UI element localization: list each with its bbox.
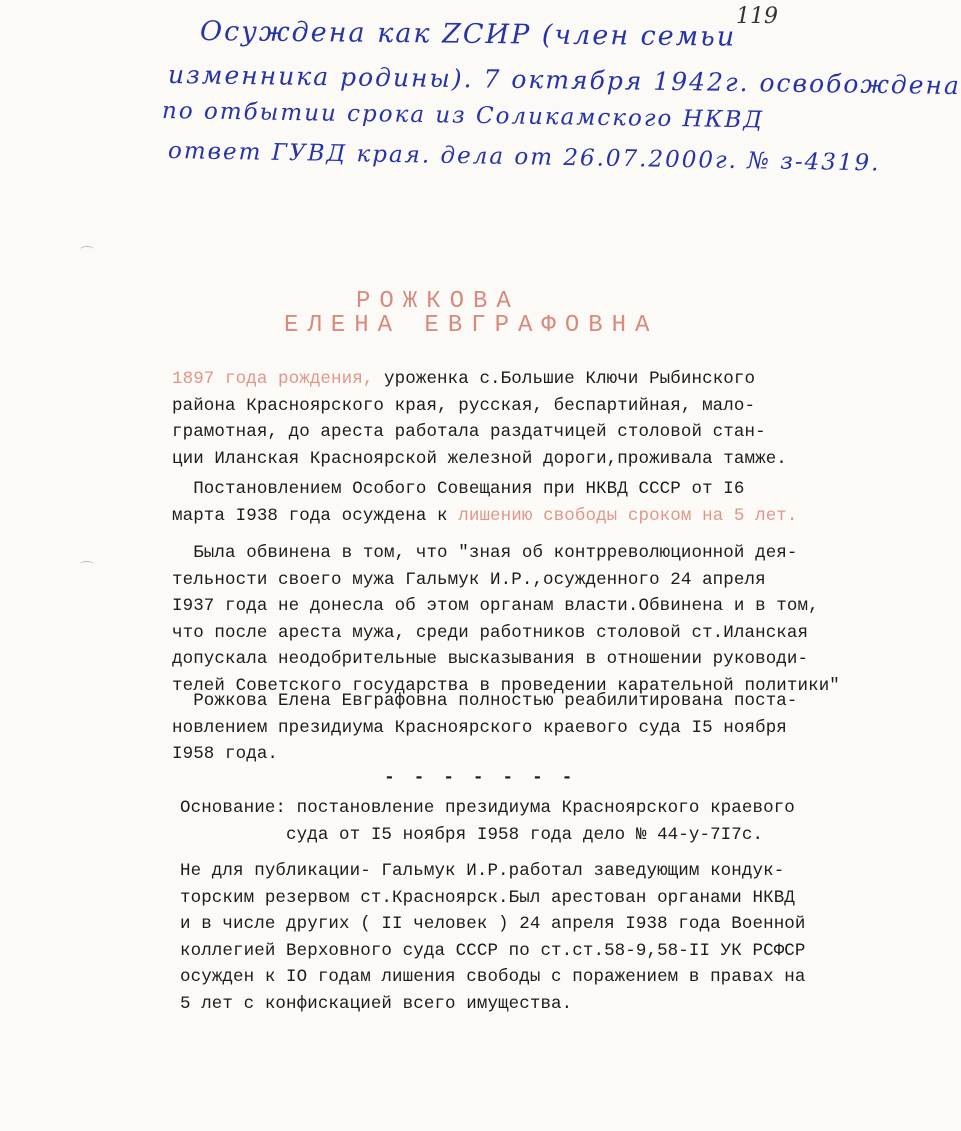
bio-line-1: уроженка с.Большие Ключи Рыбинского — [373, 369, 756, 389]
rehab-line-3: I958 года. — [172, 744, 279, 764]
bio-line-4: ции Иланская Красноярской железной дороги,проживала тамже. — [172, 448, 787, 469]
rehab-line-1: Рожкова Елена Евграфовна полностью реабилитирована поста- — [172, 691, 798, 711]
note-line-4: коллегией Верховного суда СССР по ст.ст.58-9,58-II УК РСФСР — [180, 940, 806, 961]
sentence-line-2: марта I938 года осуждена к — [172, 505, 459, 526]
accusation-line-3: I937 года не донесла об этом органам власти.Обвинена и в том, — [172, 596, 819, 616]
accusation-paragraph — [172, 540, 840, 699]
separator-dashes: - - - - - - - — [384, 768, 577, 788]
handwritten-note-line-2: изменника родины). 7 октября 1942г. освобождена — [167, 60, 961, 101]
basis-line-2: суда от I5 ноября I958 года дело № 44-у-7I7с. — [180, 824, 764, 845]
note-line-6: 5 лет с конфискацией всего имущества. — [180, 993, 573, 1014]
bio-line-2: района Красноярского края, русская, беспартийная, мало- — [172, 395, 756, 416]
sentence-term-faded: лишению свободы сроком на 5 лет. — [458, 505, 798, 526]
person-name-patronymic: ЕЛЕНА ЕВГРАФОВНА — [284, 312, 659, 339]
note-line-1: Не для публикации- Гальмук И.Р.работал заведующим кондук- — [180, 861, 785, 881]
note-line-2: торским резервом ст.Красноярск.Был арестован органами НКВД — [180, 887, 795, 908]
page-number: 119 — [736, 4, 778, 29]
person-surname: РОЖКОВА — [356, 288, 520, 315]
accusation-line-4: что после ареста мужа, среди работников столовой ст.Иланская — [172, 622, 809, 643]
sentence-line-1: Постановлением Особого Совещания при НКВД СССР от I6 — [172, 479, 745, 499]
accusation-line-6: телей Советского государства в проведении карательной политики" — [172, 675, 840, 696]
sentence-paragraph — [172, 476, 798, 529]
note-line-5: осужден к IO годам лишения свободы с поражением в правах на — [180, 967, 806, 987]
birth-year-faded: 1897 года рождения, — [172, 369, 374, 389]
basis-paragraph — [180, 795, 795, 848]
rehab-line-2: новлением президиума Красноярского краевого суда I5 ноября — [172, 717, 787, 738]
not-for-publication-note — [180, 858, 806, 1017]
handwritten-note-line-4: ответ ГУВД края. дела от 26.07.2000г. № з-4319. — [167, 138, 881, 177]
margin-mark — [80, 246, 94, 253]
note-line-3: и в числе других ( II человек ) 24 апреля I938 года Военной — [180, 914, 806, 934]
accusation-line-2: тельности своего мужа Гальмук И.Р.,осужденного 24 апреля — [172, 569, 766, 590]
rehabilitation-paragraph — [172, 688, 798, 768]
margin-mark — [80, 561, 94, 568]
accusation-line-5: допускала неодобрительные высказывания в отношении руководи- — [172, 649, 809, 669]
biography-paragraph — [172, 366, 787, 472]
handwritten-note-line-1: Осуждена как ZСИР (член семьи — [199, 16, 737, 53]
handwritten-note-line-3: по отбытии срока из Соликамского НКВД — [161, 98, 765, 134]
basis-line-1: Основание: постановление президиума Красноярского краевого — [180, 798, 795, 818]
bio-line-3: грамотная, до ареста работала раздатчицей столовой стан- — [172, 422, 766, 442]
accusation-line-1: Была обвинена в том, что "зная об контрреволюционной дея- — [172, 543, 798, 563]
